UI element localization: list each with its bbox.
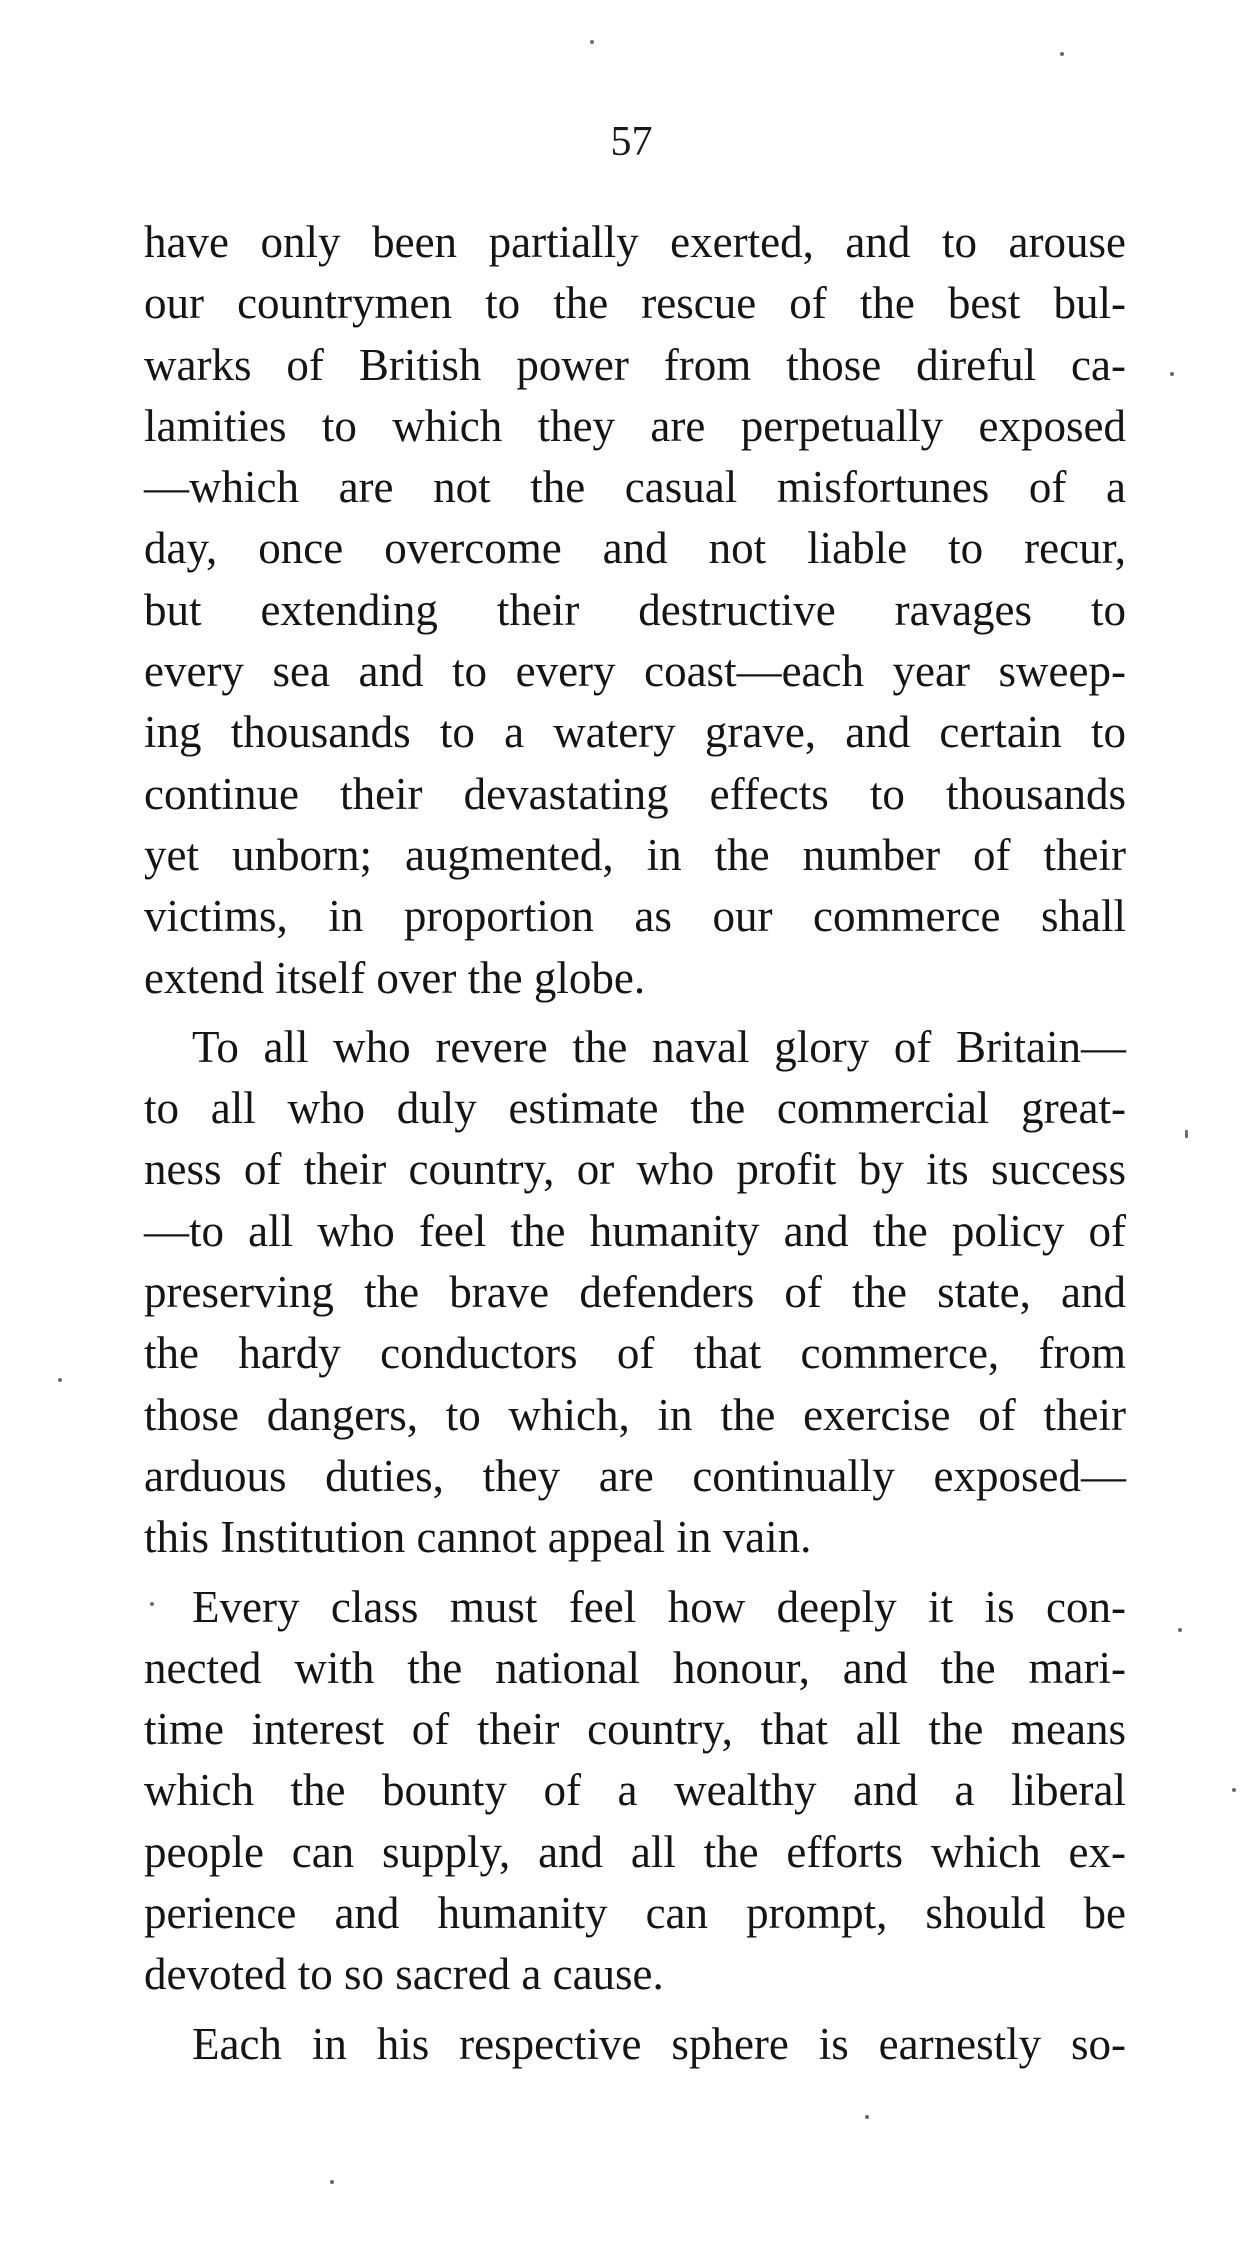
scan-speck [1232,1788,1236,1792]
text-line: lamities to which they are perpetually exposed [144,400,1126,451]
text-line: perience and humanity can prompt, should be [144,1888,1126,1939]
text-line: people can supply, and all the efforts which ex- [144,1826,1126,1877]
scan-speck [1060,52,1064,56]
text-line: devoted to so sacred a cause. [144,1949,664,2000]
text-line: to all who duly estimate the commercial great- [144,1083,1126,1134]
text-line: arduous duties, they are continually exposed— [144,1450,1126,1501]
paragraph-1 [144,212,1126,1009]
text-line: have only been partially exerted, and to arouse [144,217,1126,267]
page-number: 57 [610,119,653,165]
text-line: Every class must feel how deeply it is con- [192,1581,1126,1632]
text-line: the hardy conductors of that commerce, from [144,1328,1126,1379]
scan-speck [865,2115,869,2119]
text-line: ing thousands to a watery grave, and certain to [144,707,1126,758]
text-line: extend itself over the globe. [144,952,646,1003]
text-line: time interest of their country, that all the means [144,1704,1126,1755]
scan-speck [590,40,594,44]
text-line: victims, in proportion as our commerce shall [144,891,1126,942]
body-text [144,212,1126,2083]
paragraph-2 [144,1017,1126,1569]
text-line: —which are not the casual misfortunes of a [144,462,1126,513]
text-line: ness of their country, or who profit by its success [144,1144,1126,1195]
text-line: but extending their destructive ravages to [144,584,1126,635]
scan-speck [1170,372,1174,376]
text-line: this Institution cannot appeal in vain. [144,1512,812,1563]
text-line: every sea and to every coast—each year sweep- [144,646,1126,697]
text-line: —to all who feel the humanity and the policy of [144,1205,1126,1256]
scan-speck [58,1378,62,1382]
scan-speck [150,1602,154,1606]
text-line: nected with the national honour, and the mari- [144,1642,1126,1693]
text-line: continue their devastating effects to thousands [144,768,1126,819]
scan-speck [330,2180,334,2184]
scan-speck [1185,1130,1188,1138]
paragraph-4 [144,2014,1126,2075]
text-line: preserving the brave defenders of the state, and [144,1267,1126,1318]
text-line: those dangers, to which, in the exercise of their [144,1389,1126,1440]
text-line: To all who revere the naval glory of Britain— [192,1021,1126,1072]
text-line: Each in his respective sphere is earnestly so- [192,2018,1126,2069]
text-line: warks of British power from those direful ca- [144,339,1126,390]
scan-speck [1178,1628,1182,1632]
paragraph-3 [144,1577,1126,2006]
text-line: day, once overcome and not liable to recur, [144,523,1126,574]
text-line: our countrymen to the rescue of the best bul- [144,278,1126,329]
text-line: which the bounty of a wealthy and a liberal [144,1765,1126,1816]
text-line: yet unborn; augmented, in the number of their [144,829,1126,880]
